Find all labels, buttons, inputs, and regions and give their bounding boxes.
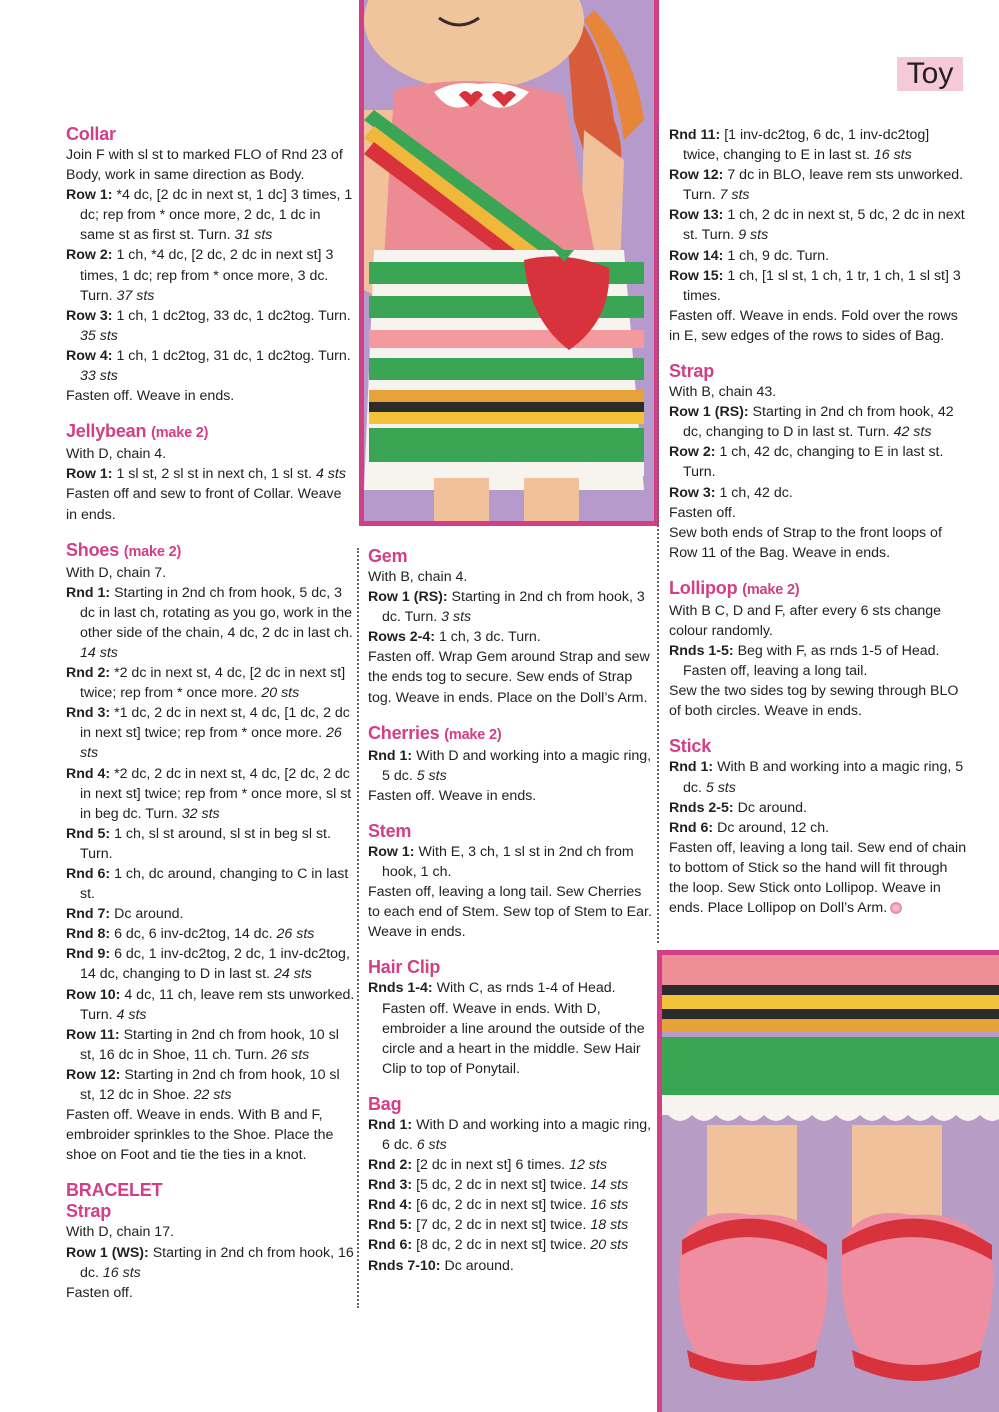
row-text: Dc around. <box>440 1257 514 1274</box>
text: With D, chain 7. <box>66 564 167 581</box>
row-label: Rnd 1: <box>368 1116 413 1133</box>
instruction-row <box>66 924 356 944</box>
section-hairclip <box>368 957 653 1078</box>
row-label: Rnd 1: <box>66 584 111 601</box>
instruction-row <box>368 842 653 882</box>
text: With B, chain 4. <box>368 569 468 585</box>
stitch-count: 32 sts <box>181 805 220 822</box>
instruction-text <box>66 444 356 464</box>
instruction-row <box>368 1115 653 1155</box>
row-text: 6 dc, 6 inv-dc2tog, 14 dc. <box>110 926 277 943</box>
row-text: Dc around, 12 ch. <box>713 819 830 836</box>
row-label: Rnd 4: <box>66 765 111 782</box>
row-text: [7 dc, 2 dc in next st] twice. <box>412 1217 591 1234</box>
row-label: Row 1 (RS): <box>368 589 448 606</box>
section-gem <box>368 546 653 708</box>
section-collar <box>66 124 356 406</box>
instruction-row <box>669 165 969 205</box>
section-bracelet <box>66 1180 356 1302</box>
instruction-row <box>66 864 356 904</box>
instruction-text <box>66 386 356 406</box>
row-label: Rnds 1-5: <box>669 643 734 660</box>
instruction-row <box>669 818 969 838</box>
section-heading <box>368 821 653 842</box>
text: Fasten off. <box>66 1284 133 1301</box>
instruction-text <box>669 601 969 641</box>
row-text: *2 dc, 2 dc in next st, 4 dc, [2 dc, 2 dc in next st] twice; rep from * once more, sl st in beg dc. Turn. <box>80 765 352 822</box>
row-label: Rnd 3: <box>368 1177 413 1194</box>
row-text: Starting in 2nd ch from hook, 3 dc. Turn. <box>382 589 645 626</box>
instruction-row <box>66 185 356 245</box>
row-label: Rnd 6: <box>66 866 111 882</box>
stitch-count: 16 sts <box>102 1264 141 1281</box>
row-label: Row 3: <box>669 484 716 501</box>
instruction-row <box>368 1155 653 1175</box>
text: Fasten off, leaving a long tail. Sew end of chain to bottom of Stick so the hand will fit through the loop. Sew Stick onto Lollipop. Weave in ends. Place Lollipop on Doll’s Arm. <box>669 839 967 917</box>
instruction-text <box>368 882 653 942</box>
heading-text: Jellybean <box>66 421 147 442</box>
section-cherries <box>368 723 653 806</box>
row-text: 1 ch, *4 dc, [2 dc, 2 dc in next st] 3 times, 1 dc; rep from * once more, 3 dc. Turn. <box>80 247 334 304</box>
stitch-count: 4 sts <box>315 466 346 483</box>
row-text: 1 ch, 42 dc, changing to E in last st. Turn. <box>683 444 944 481</box>
instruction-row <box>66 1243 356 1283</box>
text: Fasten off and sew to front of Collar. Weave in ends. <box>66 486 342 523</box>
instruction-text <box>66 1283 356 1303</box>
stitch-count: 9 sts <box>738 227 769 244</box>
row-text: Starting in 2nd ch from hook, 10 sl st, 16 dc in Shoe, 11 ch. Turn. <box>80 1026 339 1063</box>
row-text: [5 dc, 2 dc in next st] twice. <box>412 1177 591 1194</box>
instruction-row <box>368 746 653 786</box>
instruction-row <box>368 1175 653 1195</box>
stitch-count: 4 sts <box>116 1006 147 1023</box>
text: With B, chain 43. <box>669 384 777 401</box>
stitch-count: 12 sts <box>569 1157 607 1174</box>
row-text: With D and working into a magic ring, 5 dc. <box>382 747 652 784</box>
row-label: Row 10: <box>66 986 121 1003</box>
instruction-row <box>66 464 356 484</box>
row-label: Rnd 2: <box>66 665 111 682</box>
instruction-row <box>669 246 969 266</box>
section-subheading: Strap <box>66 1201 112 1222</box>
section-shoes <box>66 540 356 1166</box>
section-heading <box>368 1094 653 1115</box>
row-label: Rnd 1: <box>368 747 413 764</box>
text: Fasten off. Weave in ends. With B and F, embroider sprinkles to the Shoe. Place the shoe on Foot and tie the ties in a knot. <box>66 1107 334 1164</box>
row-label: Row 12: <box>669 167 724 184</box>
row-text: Beg with F, as rnds 1-5 of Head. Fasten off, leaving a long tail. <box>683 643 940 680</box>
text: Fasten off, leaving a long tail. Sew Cherries to each end of Stem. Sew top of Stem to Ear. Weave in ends. <box>368 884 652 941</box>
stitch-count: 6 sts <box>416 1136 447 1153</box>
instruction-text <box>669 523 969 563</box>
section-heading <box>66 1180 356 1201</box>
row-text: 1 ch, [1 sl st, 1 ch, 1 tr, 1 ch, 1 sl st] 3 times. <box>683 267 961 304</box>
heading-text: Bag <box>368 1093 402 1114</box>
instruction-row <box>669 757 969 797</box>
instruction-row <box>368 1195 653 1215</box>
row-text: 7 dc in BLO, leave rem sts unworked. Turn. <box>683 167 964 204</box>
instruction-text <box>669 306 969 346</box>
stitch-count: 7 sts <box>719 187 750 204</box>
heading-text: Shoes <box>66 539 120 560</box>
instruction-text <box>66 145 356 185</box>
section-heading <box>66 540 356 563</box>
column-divider <box>357 548 359 1308</box>
row-text: Starting in 2nd ch from hook, 5 dc, 3 dc in last ch, rotating as you go, work in the other side of the chain, 4 dc, 2 dc in last ch. <box>80 584 353 641</box>
stitch-count: 20 sts <box>261 685 300 702</box>
row-label: Rnd 1: <box>669 759 714 776</box>
instruction-row <box>66 1065 356 1105</box>
row-text: 1 ch, 3 dc. Turn. <box>435 629 541 646</box>
make-count: (make 2) <box>123 543 182 560</box>
instruction-row <box>66 245 356 305</box>
instruction-text <box>669 503 969 523</box>
row-label: Rnd 11: <box>669 127 721 143</box>
instruction-row <box>66 944 356 984</box>
row-label: Rnd 5: <box>66 825 111 842</box>
row-label: Row 1 (WS): <box>66 1244 149 1261</box>
row-text: [2 dc in next st] 6 times. <box>412 1157 570 1174</box>
instruction-text <box>368 647 653 707</box>
row-text: Starting in 2nd ch from hook, 42 dc, changing to D in last st. Turn. <box>683 404 954 441</box>
stitch-count: 18 sts <box>590 1217 629 1234</box>
row-text: 4 dc, 11 ch, leave rem sts unworked. Turn. <box>80 986 355 1023</box>
row-label: Rnd 2: <box>368 1157 413 1174</box>
text: Sew both ends of Strap to the front loops of Row 11 of the Bag. Weave in ends. <box>669 524 942 561</box>
instruction-row <box>66 663 356 703</box>
stitch-count: 20 sts <box>590 1237 629 1254</box>
instruction-row <box>368 978 653 1078</box>
stitch-count: 37 sts <box>116 287 155 304</box>
instruction-text <box>368 786 653 806</box>
instruction-text <box>66 1105 356 1165</box>
instruction-row <box>368 627 653 647</box>
text: Fasten off. Wrap Gem around Strap and sew the ends tog to secure. Sew ends of Strap tog. Weave in ends. Place on the Doll’s Arm. <box>368 649 650 706</box>
stitch-count: 31 sts <box>234 227 273 244</box>
text: Fasten off. Weave in ends. Fold over the rows in E, sew edges of the rows to sides of Bag. <box>669 307 958 344</box>
pattern-column-1 <box>66 124 356 1318</box>
instruction-row <box>368 1256 653 1276</box>
section-tab: Toy <box>897 57 963 91</box>
row-label: Row 2: <box>669 444 716 461</box>
row-text: *2 dc in next st, 4 dc, [2 dc in next st] twice; rep from * once more. <box>80 665 346 702</box>
stitch-count: 26 sts <box>276 926 315 943</box>
row-text: Starting in 2nd ch from hook, 10 sl st, 12 dc in Shoe. <box>80 1066 340 1104</box>
row-label: Rnd 5: <box>368 1217 413 1234</box>
row-label: Rnds 2-5: <box>669 799 734 816</box>
stitch-count: 35 sts <box>80 327 118 344</box>
stitch-count: 5 sts <box>705 779 736 796</box>
row-text: 1 ch, 1 dc2tog, 31 dc, 1 dc2tog. Turn. <box>112 347 351 364</box>
section-heading <box>368 546 653 567</box>
row-label: Row 1: <box>66 466 113 483</box>
section-stem <box>368 821 653 942</box>
stitch-count: 24 sts <box>274 966 312 983</box>
row-label: Row 1 (RS): <box>669 404 749 421</box>
instruction-text <box>669 382 969 402</box>
instruction-row <box>66 824 356 864</box>
heading-text: Cherries <box>368 722 440 743</box>
text: With B C, D and F, after every 6 sts change colour randomly. <box>669 602 942 639</box>
text: Sew the two sides tog by sewing through BLO of both circles. Weave in ends. <box>669 683 959 720</box>
row-text: 1 sl st, 2 sl st in next ch, 1 sl st. <box>112 466 316 483</box>
text: With D, chain 17. <box>66 1224 175 1241</box>
instruction-row <box>66 583 356 663</box>
stitch-count: 26 sts <box>271 1046 310 1063</box>
instruction-row <box>66 764 356 824</box>
row-label: Row 3: <box>66 307 113 324</box>
instruction-row <box>66 306 356 346</box>
section-heading <box>669 361 969 382</box>
section-jellybean <box>66 421 356 524</box>
heading-text: BRACELET <box>66 1180 163 1201</box>
section-lollipop <box>669 578 969 722</box>
row-text: 1 ch, 2 dc in next st, 5 dc, 2 dc in next st. Turn. <box>683 207 965 244</box>
instruction-row <box>66 985 356 1025</box>
section-heading <box>66 421 356 444</box>
make-count: (make 2) <box>444 726 502 743</box>
row-label: Row 2: <box>66 247 113 264</box>
row-text: Dc around. <box>110 906 184 923</box>
instruction-text <box>66 563 356 583</box>
row-label: Row 15: <box>669 267 724 284</box>
instruction-text <box>368 567 653 587</box>
section-heading <box>368 957 653 978</box>
row-text: Starting in 2nd ch from hook, 16 dc. <box>80 1244 354 1281</box>
row-text: 1 ch, 9 dc. Turn. <box>723 247 830 264</box>
row-label: Rnd 9: <box>66 946 111 963</box>
section-strap <box>669 361 969 563</box>
section-heading <box>669 578 969 601</box>
stitch-count: 3 sts <box>441 609 472 626</box>
row-label: Rnd 4: <box>368 1197 413 1214</box>
text: Fasten off. Weave in ends. <box>368 787 537 804</box>
doll-dress-photo <box>359 0 659 526</box>
row-label: Row 11: <box>66 1026 120 1043</box>
heading-text: Lollipop <box>669 577 738 598</box>
section-bag <box>368 1094 653 1276</box>
section-heading <box>368 723 653 746</box>
instruction-row <box>669 798 969 818</box>
row-text: 1 ch, 42 dc. <box>715 484 793 501</box>
instruction-row <box>368 1215 653 1235</box>
instruction-text <box>66 484 356 524</box>
row-text: *4 dc, [2 dc in next st, 1 dc] 3 times, 1 dc; rep from * once more, 2 dc, 1 dc in same st as first st. Turn. <box>80 187 353 244</box>
heading-text: Hair Clip <box>368 957 441 978</box>
row-text: 6 dc, 1 inv-dc2tog, 2 dc, 1 inv-dc2tog, 14 dc, changing to D in last st. <box>80 946 350 983</box>
instruction-row <box>669 402 969 442</box>
instruction-row <box>66 703 356 763</box>
row-text: [8 dc, 2 dc in next st] twice. <box>412 1237 591 1254</box>
section-bag-cont <box>669 125 969 346</box>
stitch-count: 22 sts <box>193 1087 232 1104</box>
pattern-column-2 <box>368 546 653 1291</box>
row-text: 1 ch, sl st around, sl st in beg sl st. Turn. <box>80 825 331 862</box>
instruction-row <box>669 442 969 482</box>
instruction-row <box>669 125 969 165</box>
row-text: 1 ch, dc around, changing to C in last st. <box>80 866 349 903</box>
row-text: *1 dc, 2 dc in next st, 4 dc, [1 dc, 2 dc in next st] twice; rep from * once more. <box>80 705 350 742</box>
row-text: Dc around. <box>733 799 807 816</box>
row-label: Rnd 6: <box>368 1237 413 1254</box>
row-label: Rnds 1-4: <box>368 980 433 997</box>
row-label: Row 1: <box>368 843 415 860</box>
stitch-count: 33 sts <box>80 368 118 385</box>
instruction-row <box>368 1235 653 1255</box>
text: Join F with sl st to marked FLO of Rnd 23 of Body, work in same direction as Body. <box>66 147 343 184</box>
instruction-row <box>66 1025 356 1065</box>
column-divider <box>657 125 659 943</box>
text: Fasten off. <box>669 504 736 521</box>
instruction-text <box>66 1222 356 1242</box>
stitch-count: 14 sts <box>590 1177 629 1194</box>
section-heading <box>669 736 969 757</box>
row-text: With E, 3 ch, 1 sl st in 2nd ch from hook, 1 ch. <box>382 843 634 881</box>
instruction-row <box>66 346 356 386</box>
row-label: Rows 2-4: <box>368 629 436 646</box>
row-label: Row 4: <box>66 347 113 364</box>
text: With D, chain 4. <box>66 446 167 463</box>
yarn-ball-icon <box>890 902 902 914</box>
heading-text: Stick <box>669 736 712 757</box>
instruction-row <box>368 587 653 627</box>
stitch-count: 14 sts <box>80 644 118 661</box>
stitch-count: 16 sts <box>873 147 912 164</box>
row-label: Rnd 7: <box>66 906 111 923</box>
text: Fasten off. Weave in ends. <box>66 388 235 405</box>
stitch-count: 16 sts <box>590 1197 629 1214</box>
make-count: (make 2) <box>151 425 209 442</box>
pattern-column-3 <box>669 125 969 933</box>
row-label: Rnd 3: <box>66 705 111 722</box>
heading-text: Stem <box>368 820 412 841</box>
row-label: Rnd 6: <box>669 819 714 836</box>
instruction-row <box>669 641 969 681</box>
row-label: Row 14: <box>669 247 724 264</box>
row-text: With C, as rnds 1-4 of Head. Fasten off. Weave in ends. With D, embroider a line around the outside of the circle and a heart in the middle. Sew Hair Clip to top of Ponytail. <box>382 980 645 1077</box>
row-label: Row 13: <box>669 207 724 224</box>
section-stick <box>669 736 969 918</box>
instruction-row <box>66 904 356 924</box>
row-text: [6 dc, 2 dc in next st] twice. <box>412 1197 591 1214</box>
row-text: [1 inv-dc2tog, 6 dc, 1 inv-dc2tog] twice, changing to E in last st. <box>683 127 930 164</box>
stitch-count: 26 sts <box>80 725 342 762</box>
stitch-count: 5 sts <box>416 767 447 784</box>
stitch-count: 42 sts <box>893 424 932 441</box>
make-count: (make 2) <box>742 581 800 598</box>
heading-text: Gem <box>368 546 408 566</box>
instruction-row <box>669 266 969 306</box>
row-label: Rnd 8: <box>66 926 111 943</box>
row-label: Row 1: <box>66 187 113 204</box>
heading-text: Strap <box>669 361 715 382</box>
heading-text: Collar <box>66 124 116 144</box>
row-text: 1 ch, 1 dc2tog, 33 dc, 1 dc2tog. Turn. <box>112 307 351 324</box>
row-text: With D and working into a magic ring, 6 dc. <box>382 1116 652 1153</box>
section-heading <box>66 124 356 145</box>
row-text: With B and working into a magic ring, 5 dc. <box>683 759 964 796</box>
instruction-row <box>669 483 969 503</box>
instruction-text <box>669 681 969 721</box>
doll-shoes-photo <box>657 950 999 1412</box>
instruction-row <box>669 205 969 245</box>
instruction-text <box>669 838 969 918</box>
row-label: Row 12: <box>66 1066 121 1083</box>
row-label: Rnds 7-10: <box>368 1257 441 1274</box>
